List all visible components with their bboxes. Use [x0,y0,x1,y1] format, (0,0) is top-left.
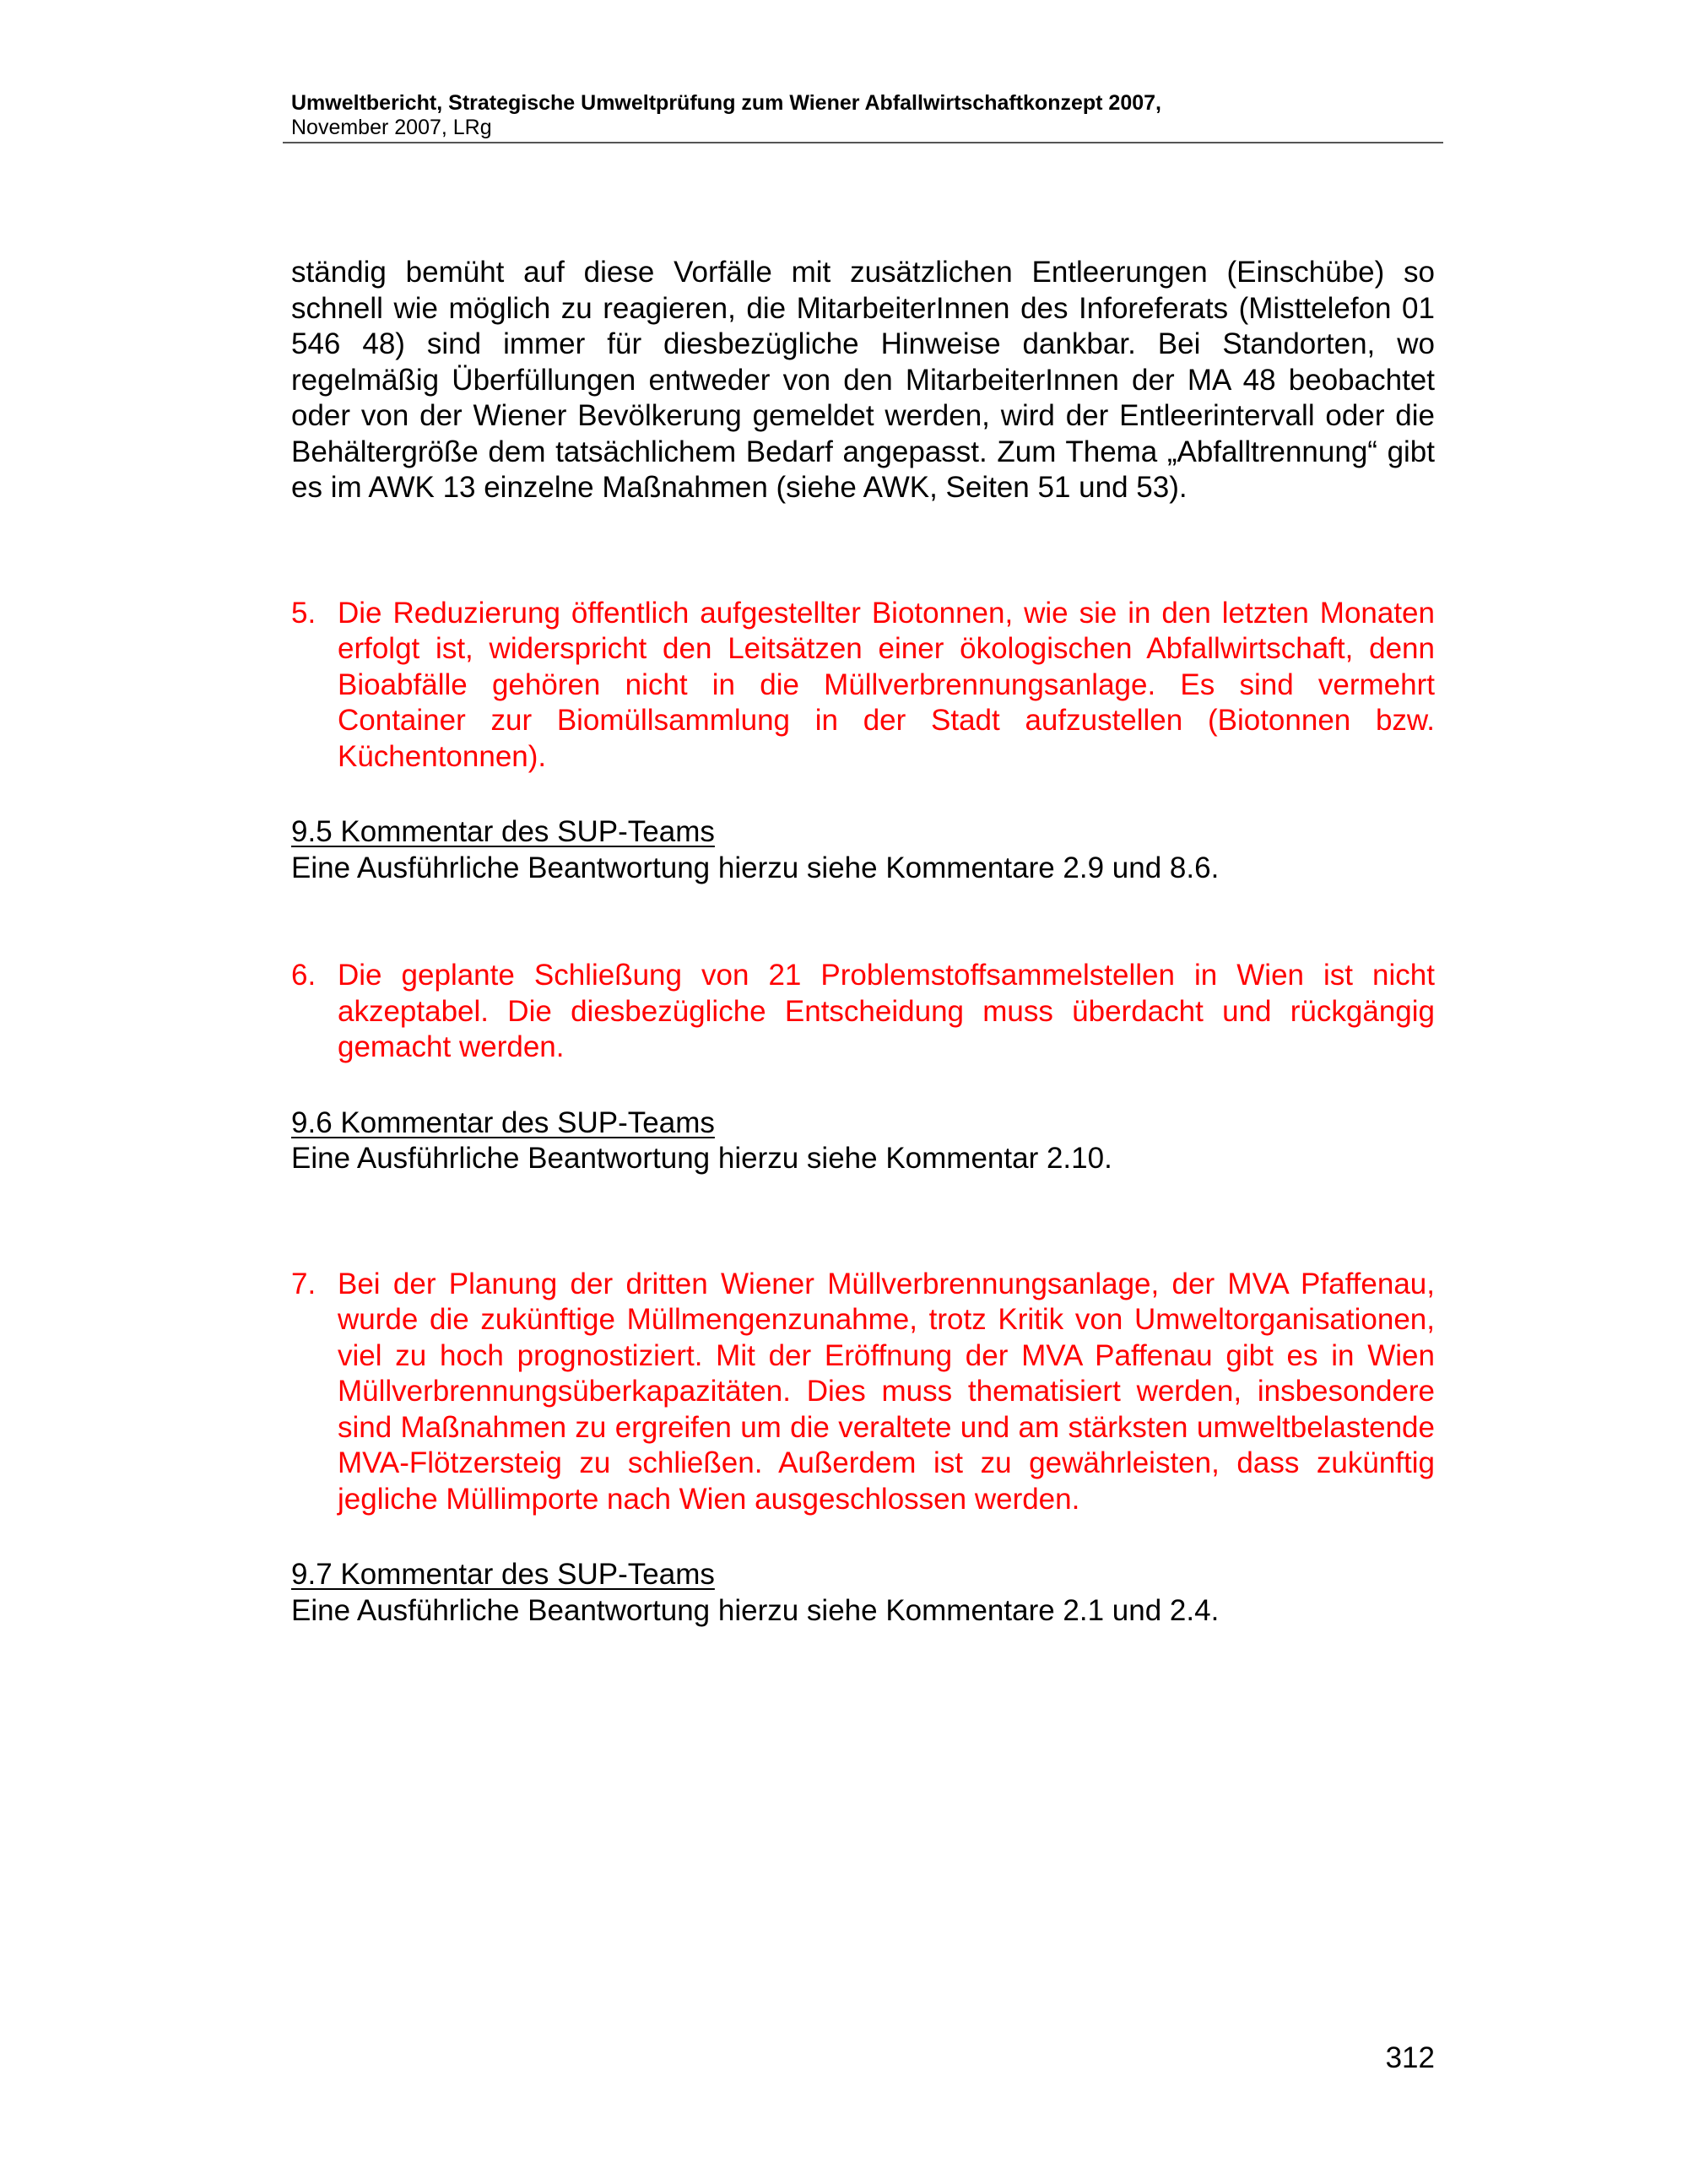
comment-title: 9.5 Kommentar des SUP-Teams [291,815,715,848]
comment-block-9-5 [291,814,1435,886]
numbered-item-7 [291,1267,1435,1518]
header-title-suffix: , [1155,91,1161,115]
item-number: 7. [291,1267,316,1300]
comment-title: 9.6 Kommentar des SUP-Teams [291,1106,715,1139]
header-title-line [291,91,1443,116]
header-title: Umweltbericht, Strategische Umweltprüfung zum Wiener Abfallwirtschaftkonzept 2007 [291,91,1156,115]
item-text: Die geplante Schließung von 21 Problemstoffsammelstellen in Wien ist nicht akzeptabel. Die diesbezügliche Entscheidung muss überdacht und rückgängig gemacht werden. [338,959,1435,1063]
header-subtitle: November 2007, LRg [291,116,492,139]
item-number: 5. [291,596,316,630]
page-content [291,255,1435,1629]
page-number: 312 [1385,2041,1435,2074]
comment-block-9-6 [291,1106,1435,1177]
comment-text: Eine Ausführliche Beantwortung hierzu siehe Kommentar 2.10. [291,1142,1112,1175]
item-text: Die Reduzierung öffentlich aufgestellter Biotonnen, wie sie in den letzten Monaten erfolgt ist, widerspricht den Leitsätzen einer ökologischen Abfallwirtschaft, denn Bioabfälle gehören nicht in die Müllverbrennungsanlage. Es sind vermehrt Container zur Biomüllsammlung in der Stadt aufzustellen (Biotonnen bzw. Küchentonnen). [338,596,1435,773]
numbered-item-6 [291,958,1435,1066]
comment-text: Eine Ausführliche Beantwortung hierzu siehe Kommentare 2.9 und 8.6. [291,851,1220,884]
comment-block-9-7 [291,1557,1435,1629]
page-header [283,91,1443,143]
comment-title: 9.7 Kommentar des SUP-Teams [291,1558,715,1591]
document-page [291,0,1435,2184]
intro-paragraph: ständig bemüht auf diese Vorfälle mit zusätzlichen Entleerungen (Einschübe) so schnell wie möglich zu reagieren, die MitarbeiterInnen des Inforeferats (Misttelefon 01 546 48) sind immer für diesbezügliche Hinweise dankbar. Bei Standorten, wo regelmäßig Überfüllungen entweder von den MitarbeiterInnen der MA 48 beobachtet oder von der Wiener Bevölkerung gemeldet werden, wird der Entleerintervall oder die Behältergröße dem tatsächlichem Bedarf angepasst. Zum Thema „Abfalltrennung“ gibt es im AWK 13 einzelne Maßnahmen (siehe AWK, Seiten 51 und 53). [291,256,1435,504]
comment-text: Eine Ausführliche Beantwortung hierzu siehe Kommentare 2.1 und 2.4. [291,1593,1220,1627]
item-text: Bei der Planung der dritten Wiener Müllverbrennungsanlage, der MVA Pfaffenau, wurde die zukünftige Müllmengenzunahme, trotz Kritik von Umweltorganisationen, viel zu hoch prognostiziert. Mit der Eröffnung der MVA Paffenau gibt es in Wien Müllverbrennungsüberkapazitäten. Dies muss thematisiert werden, insbesondere sind Maßnahmen zu ergreifen um die veraltete und am stärksten umweltbelastende MVA-Flötzersteig zu schließen. Außerdem ist zu gewährleisten, dass zukünftig jegliche Müllimporte nach Wien ausgeschlossen werden. [338,1267,1435,1516]
item-number: 6. [291,959,316,992]
numbered-item-5 [291,596,1435,776]
